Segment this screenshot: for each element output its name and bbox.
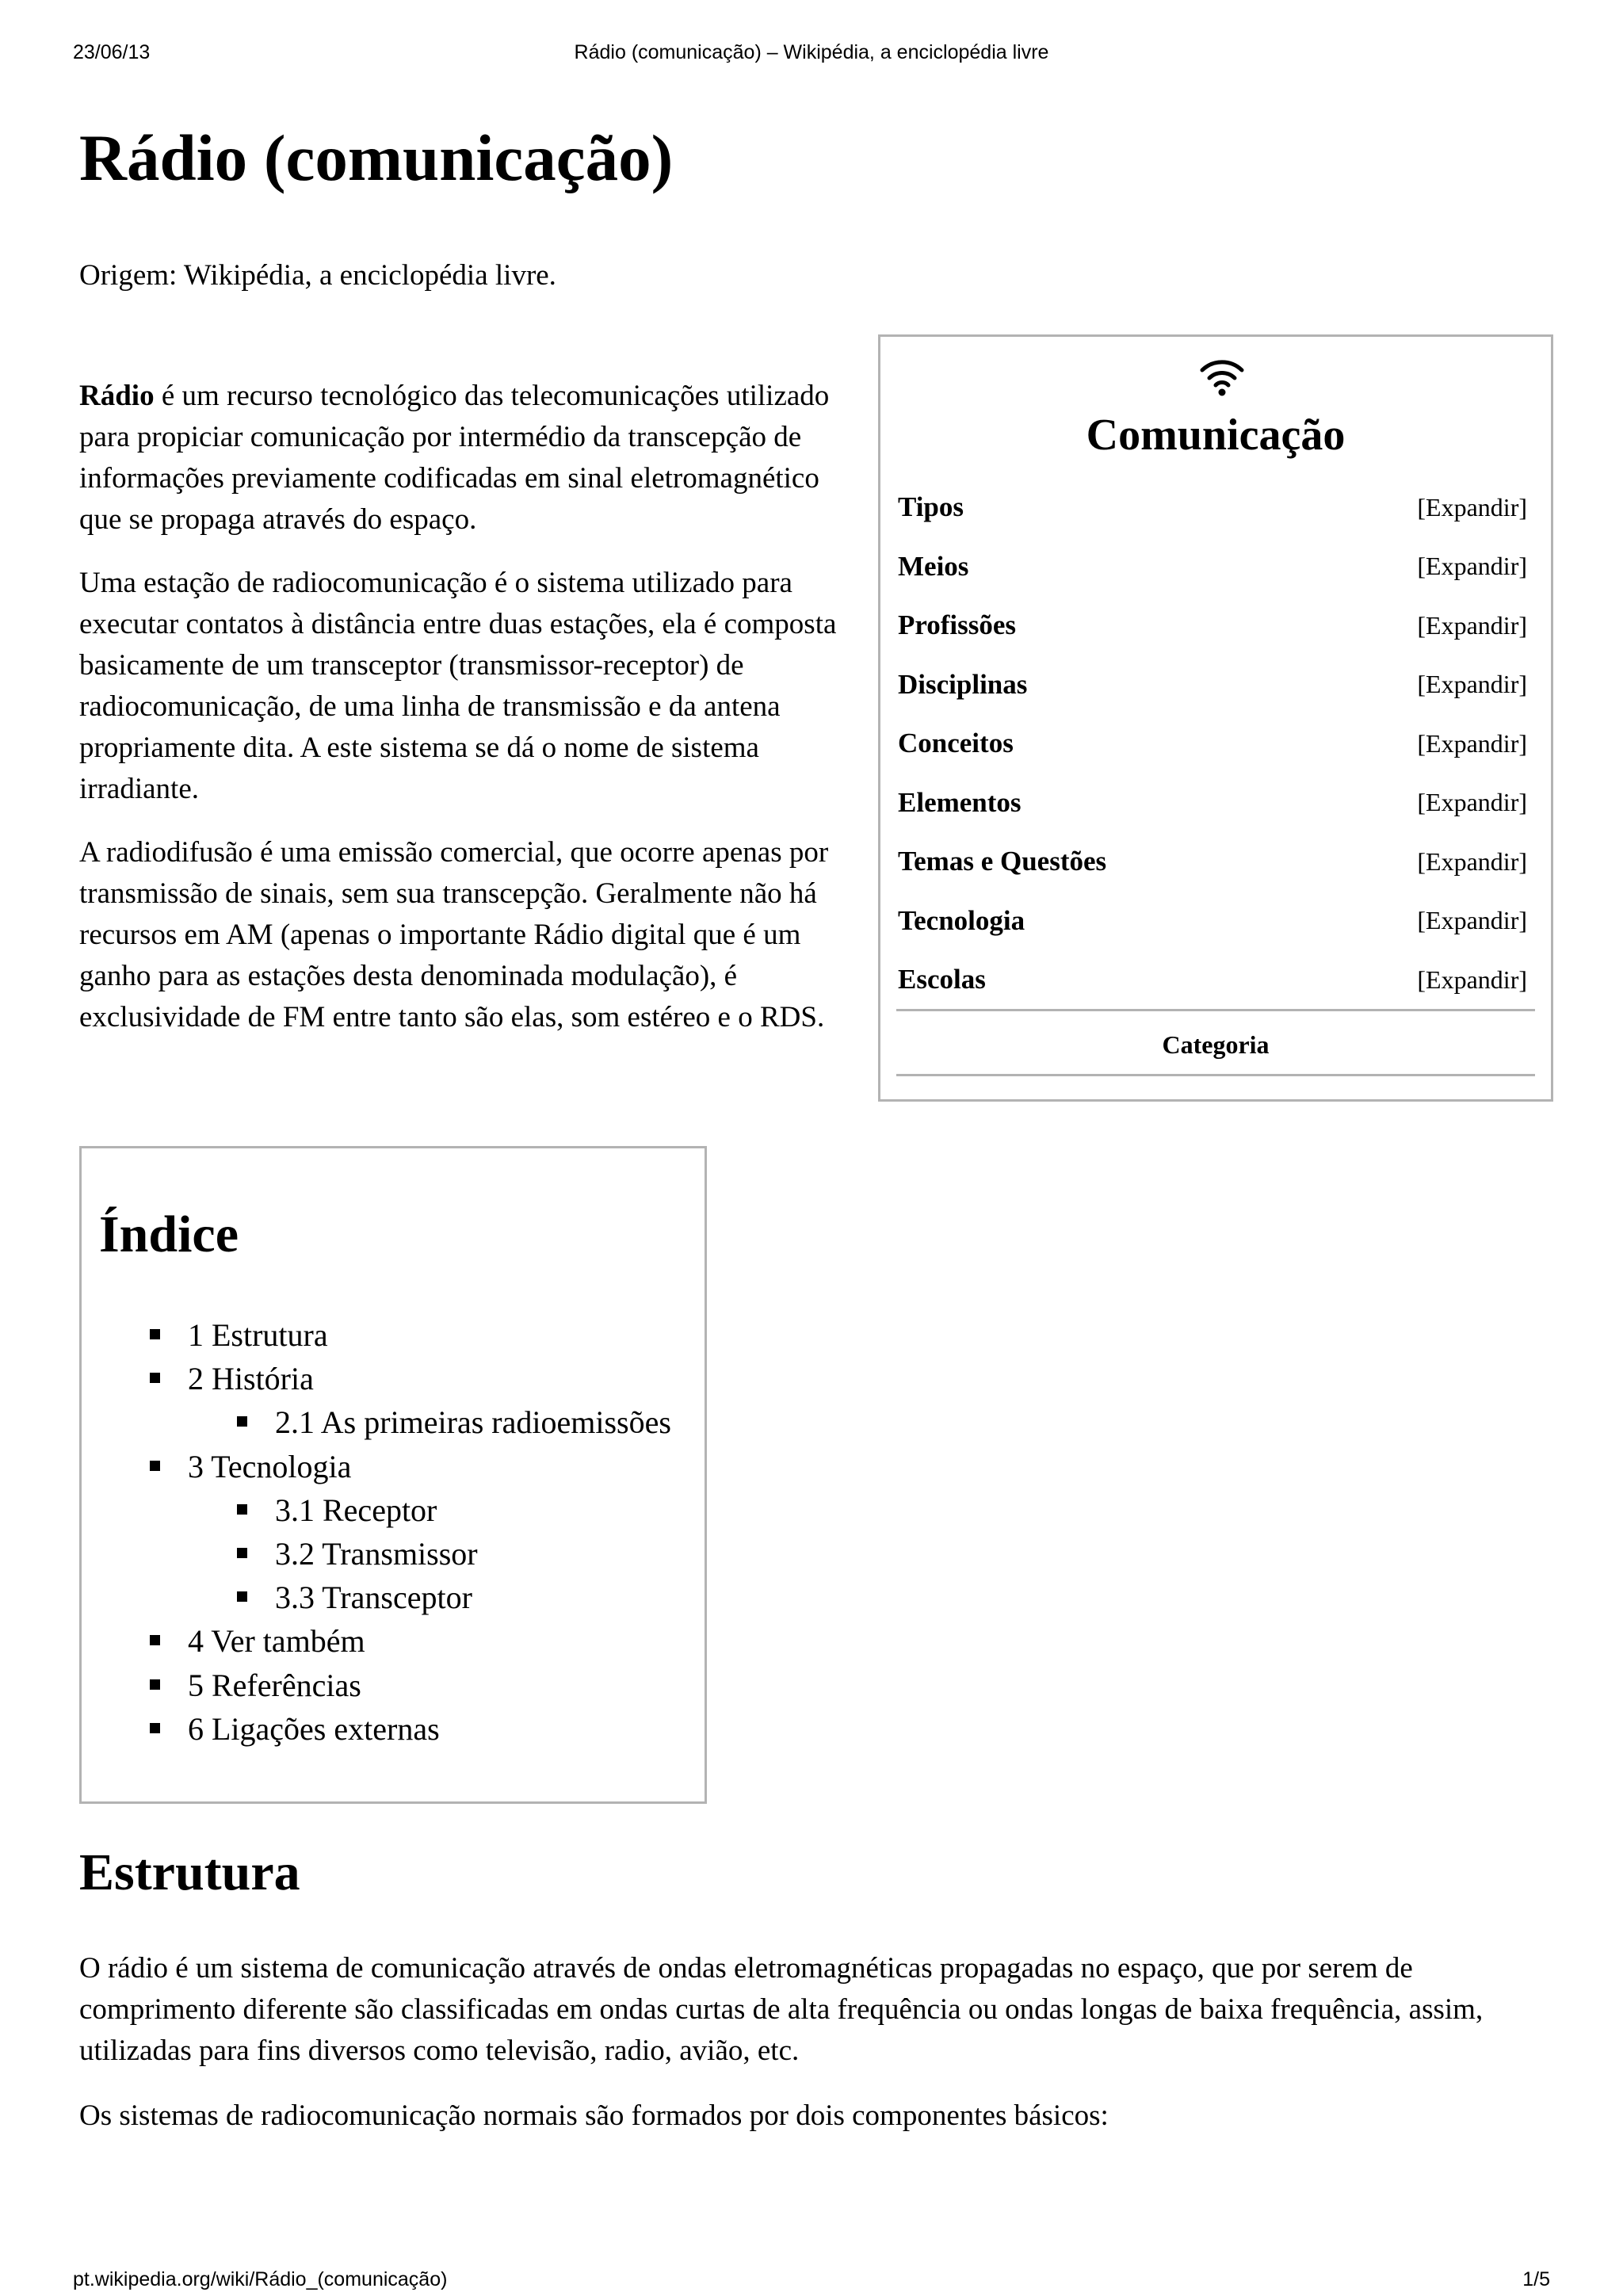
infobox-row-meios (898, 537, 1527, 597)
square-bullet-icon (150, 1723, 160, 1733)
square-bullet-icon (150, 1461, 160, 1471)
print-header-title: Rádio (comunicação) – Wikipédia, a enciclopédia livre (574, 41, 1049, 63)
infobox-row-label: Profissões (898, 609, 1017, 641)
page-number: 1/5 (1522, 2268, 1550, 2290)
table-of-contents (79, 1146, 707, 1804)
infobox-row-label: Elementos (898, 786, 1022, 818)
toc-item-label: 3.2 Transmissor (275, 1535, 478, 1572)
square-bullet-icon (150, 1635, 160, 1645)
infobox-row-conceitos (898, 714, 1527, 774)
expand-link[interactable]: [Expandir] (1417, 728, 1527, 758)
expand-link[interactable]: [Expandir] (1417, 492, 1527, 521)
expand-link[interactable]: [Expandir] (1417, 610, 1527, 640)
toc-item[interactable] (82, 1576, 671, 1619)
infobox-title: Comunicação (1086, 411, 1346, 460)
expand-link[interactable]: [Expandir] (1417, 788, 1527, 817)
square-bullet-icon (150, 1679, 160, 1690)
square-bullet-icon (237, 1548, 247, 1558)
intro-lead-text: é um recurso tecnológico das telecomunicações utilizado para propiciar comunicação por intermédio da transcepção de informações previamente codificadas em sinal eletromagnético que se propaga através do espaço. (79, 380, 830, 536)
toc-list (82, 1313, 671, 1751)
toc-item-label: 3 Tecnologia (188, 1448, 352, 1484)
infobox-row-label: Conceitos (898, 728, 1014, 759)
infobox-row-escolas (898, 950, 1527, 1010)
toc-item-label: 4 Ver também (188, 1623, 365, 1660)
toc-item-label: 6 Ligações externas (188, 1710, 440, 1747)
intro-paragraph-3: A radiodifusão é uma emissão comercial, que ocorre apenas por transmissão de sinais, sem sua transcepção. Geralmente não há recursos em AM (apenas o importante Rádio digital que é um ganho para as estações desta denominada modulação), é exclusividade de FM entre tanto são elas, som estéreo e o RDS. (79, 836, 829, 1033)
expand-link[interactable]: [Expandir] (1417, 552, 1527, 581)
infobox-row-label: Escolas (898, 964, 986, 995)
origin-note: Origem: Wikipédia, a enciclopédia livre. (79, 259, 556, 292)
wifi-icon (1199, 357, 1245, 397)
toc-item-label: 1 Estrutura (188, 1317, 328, 1353)
infobox-divider (896, 1009, 1535, 1011)
expand-link[interactable]: [Expandir] (1417, 670, 1527, 699)
body-paragraph: Os sistemas de radiocomunicação normais são formados por dois componentes básicos: (79, 2099, 1109, 2132)
toc-item-label: 2 História (188, 1361, 314, 1397)
infobox-row-temas (898, 832, 1527, 892)
toc-item[interactable] (82, 1445, 671, 1488)
infobox-row-disciplinas (898, 655, 1527, 715)
infobox-row-label: Temas e Questões (898, 846, 1107, 877)
square-bullet-icon (150, 1373, 160, 1383)
toc-item[interactable] (82, 1400, 671, 1444)
toc-item[interactable] (82, 1357, 671, 1400)
toc-item[interactable] (82, 1313, 671, 1357)
body-paragraph: O rádio é um sistema de comunicação através de ondas eletromagnéticas propagadas no espaço, que por serem de comprimento diferente são classificadas em ondas curtas de alta frequência ou ondas longas de baixa frequência, assim, utilizadas para fins diversos como televisão, radio, avião, etc. (79, 1952, 1484, 2067)
toc-item-label: 3.3 Transceptor (275, 1580, 472, 1616)
infobox-row-label: Tipos (898, 491, 964, 523)
toc-item-label: 2.1 As primeiras radioemissões (275, 1404, 671, 1441)
intro-paragraph-2: Uma estação de radiocomunicação é o sistema utilizado para executar contatos à distância entre duas estações, ela é composta basicamente de um transceptor (transmissor-receptor) de radiocomunicação, de uma linha de transmissão e da antena propriamente dita. A este sistema se dá o nome de sistema irradiante. (79, 567, 837, 805)
expand-link[interactable]: [Expandir] (1417, 965, 1527, 994)
toc-item[interactable] (82, 1707, 671, 1751)
intro-text (79, 376, 856, 1060)
infobox-row-label: Disciplinas (898, 668, 1028, 700)
infobox-row-profissoes (898, 596, 1527, 655)
infobox-comunicacao (878, 334, 1553, 1102)
infobox-category-link[interactable]: Categoria (1162, 1030, 1270, 1059)
infobox-row-tecnologia (898, 892, 1527, 951)
infobox-row-tipos (898, 478, 1527, 537)
infobox-row-elementos (898, 774, 1527, 833)
page-title: Rádio (comunicação) (79, 121, 674, 194)
infobox-divider (896, 1074, 1535, 1076)
toc-item[interactable] (82, 1532, 671, 1576)
section-body-estrutura (79, 1948, 1553, 2160)
toc-item-label: 3.1 Receptor (275, 1492, 437, 1528)
toc-item[interactable] (82, 1664, 671, 1707)
square-bullet-icon (150, 1329, 160, 1339)
square-bullet-icon (237, 1416, 247, 1427)
infobox-row-label: Meios (898, 550, 969, 582)
toc-item[interactable] (82, 1619, 671, 1663)
section-heading-estrutura: Estrutura (79, 1843, 300, 1901)
print-footer-url: pt.wikipedia.org/wiki/Rádio_(comunicação) (73, 2268, 448, 2290)
toc-title: Índice (99, 1205, 239, 1263)
expand-link[interactable]: [Expandir] (1417, 846, 1527, 876)
intro-paragraph-1 (79, 376, 856, 541)
print-date: 23/06/13 (73, 41, 151, 63)
intro-lead-term: Rádio (79, 380, 155, 412)
toc-item-label: 5 Referências (188, 1667, 361, 1703)
infobox-row-label: Tecnologia (898, 904, 1025, 936)
square-bullet-icon (237, 1504, 247, 1515)
toc-item[interactable] (82, 1488, 671, 1532)
infobox-rows (898, 478, 1527, 1010)
expand-link[interactable]: [Expandir] (1417, 906, 1527, 935)
square-bullet-icon (237, 1591, 247, 1602)
